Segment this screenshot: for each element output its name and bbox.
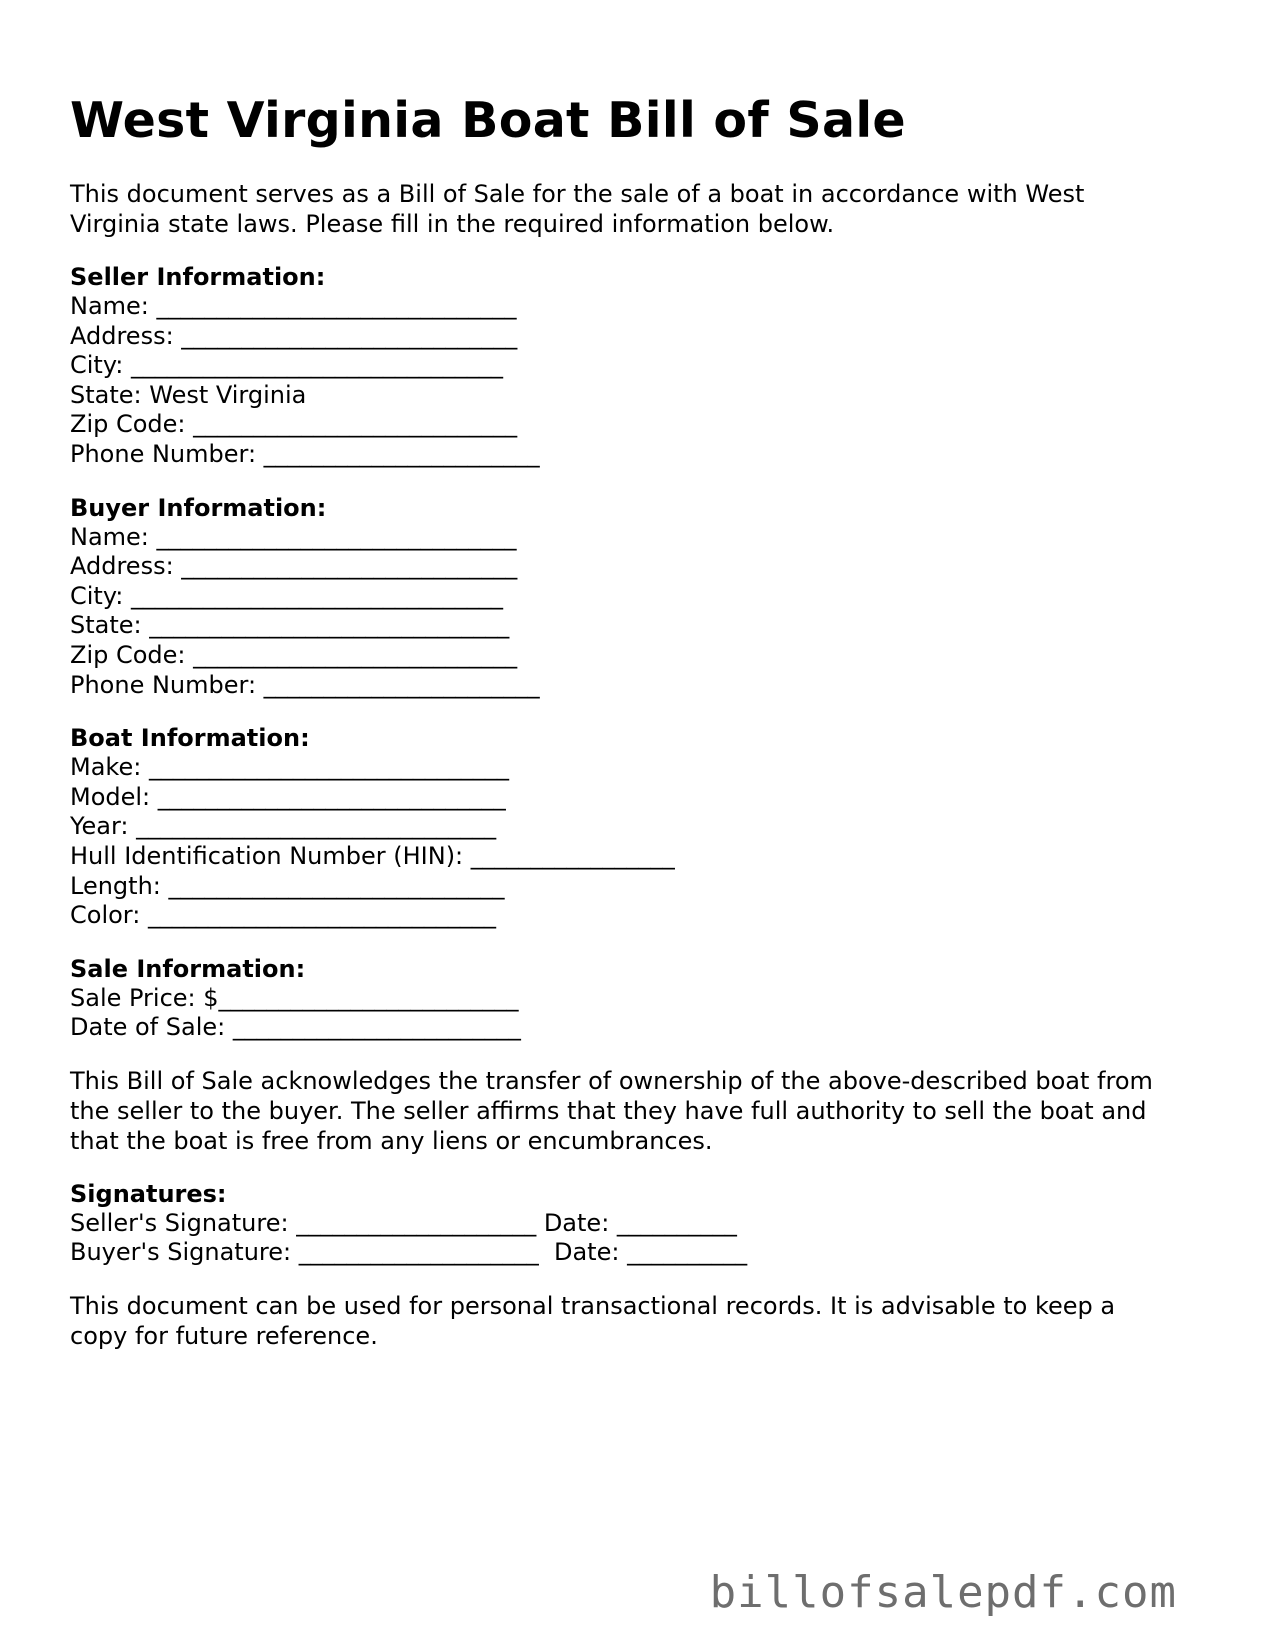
buyer-city-field[interactable]: City: _______________________________ bbox=[70, 581, 504, 610]
sale-heading: Sale Information: bbox=[70, 954, 306, 983]
closing-paragraph: This document can be used for personal transactional records. It is advisable to keep a copy for future reference. bbox=[70, 1292, 1116, 1351]
seller-zip-field[interactable]: Zip Code: ___________________________ bbox=[70, 410, 518, 439]
boat-hin-field[interactable]: Hull Identification Number (HIN): _________________ bbox=[70, 841, 675, 870]
watermark-text: billofsalepdf.com bbox=[709, 1567, 1177, 1618]
seller-city-field[interactable]: City: _______________________________ bbox=[70, 351, 504, 380]
boat-length-field[interactable]: Length: ____________________________ bbox=[70, 871, 505, 900]
document-title: West Virginia Boat Bill of Sale bbox=[70, 92, 906, 149]
boat-heading: Boat Information: bbox=[70, 724, 310, 753]
sale-price-field[interactable]: Sale Price: $_________________________ bbox=[70, 983, 519, 1012]
seller-state-field: State: West Virginia bbox=[70, 380, 307, 409]
sale-date-field[interactable]: Date of Sale: ________________________ bbox=[70, 1013, 521, 1042]
boat-year-field[interactable]: Year: ______________________________ bbox=[70, 812, 497, 841]
seller-section bbox=[70, 262, 1220, 470]
seller-address-field[interactable]: Address: ____________________________ bbox=[70, 321, 518, 350]
boat-make-field[interactable]: Make: ______________________________ bbox=[70, 753, 509, 782]
boat-color-field[interactable]: Color: _____________________________ bbox=[70, 901, 496, 930]
buyer-signature-field[interactable]: Buyer's Signature: ____________________ Date: __________ bbox=[70, 1238, 748, 1267]
buyer-heading: Buyer Information: bbox=[70, 493, 327, 522]
boat-section bbox=[70, 723, 1220, 931]
seller-phone-field[interactable]: Phone Number: _______________________ bbox=[70, 439, 540, 468]
buyer-zip-field[interactable]: Zip Code: ___________________________ bbox=[70, 640, 518, 669]
seller-name-field[interactable]: Name: ______________________________ bbox=[70, 292, 517, 320]
buyer-section bbox=[70, 493, 1220, 701]
boat-model-field[interactable]: Model: _____________________________ bbox=[70, 782, 506, 811]
document-page bbox=[70, 86, 1220, 1351]
seller-signature-field[interactable]: Seller's Signature: ____________________ Date: __________ bbox=[70, 1208, 737, 1237]
seller-heading: Seller Information: bbox=[70, 263, 326, 291]
signatures-section bbox=[70, 1179, 1220, 1268]
intro-paragraph: This document serves as a Bill of Sale for the sale of a boat in accordance with West Virginia state laws. Please fill in the required information below. bbox=[70, 180, 1085, 238]
buyer-name-field[interactable]: Name: ______________________________ bbox=[70, 522, 517, 551]
buyer-address-field[interactable]: Address: ____________________________ bbox=[70, 552, 518, 581]
sale-section bbox=[70, 954, 1220, 1043]
buyer-state-field[interactable]: State: ______________________________ bbox=[70, 611, 510, 640]
signatures-heading: Signatures: bbox=[70, 1179, 227, 1208]
buyer-phone-field[interactable]: Phone Number: _______________________ bbox=[70, 670, 540, 699]
acknowledgement-paragraph: This Bill of Sale acknowledges the transfer of ownership of the above-described boat from the seller to the buyer. The seller affirms that they have full authority to sell the boat and that the boat is free from any liens or encumbrances. bbox=[70, 1066, 1153, 1155]
